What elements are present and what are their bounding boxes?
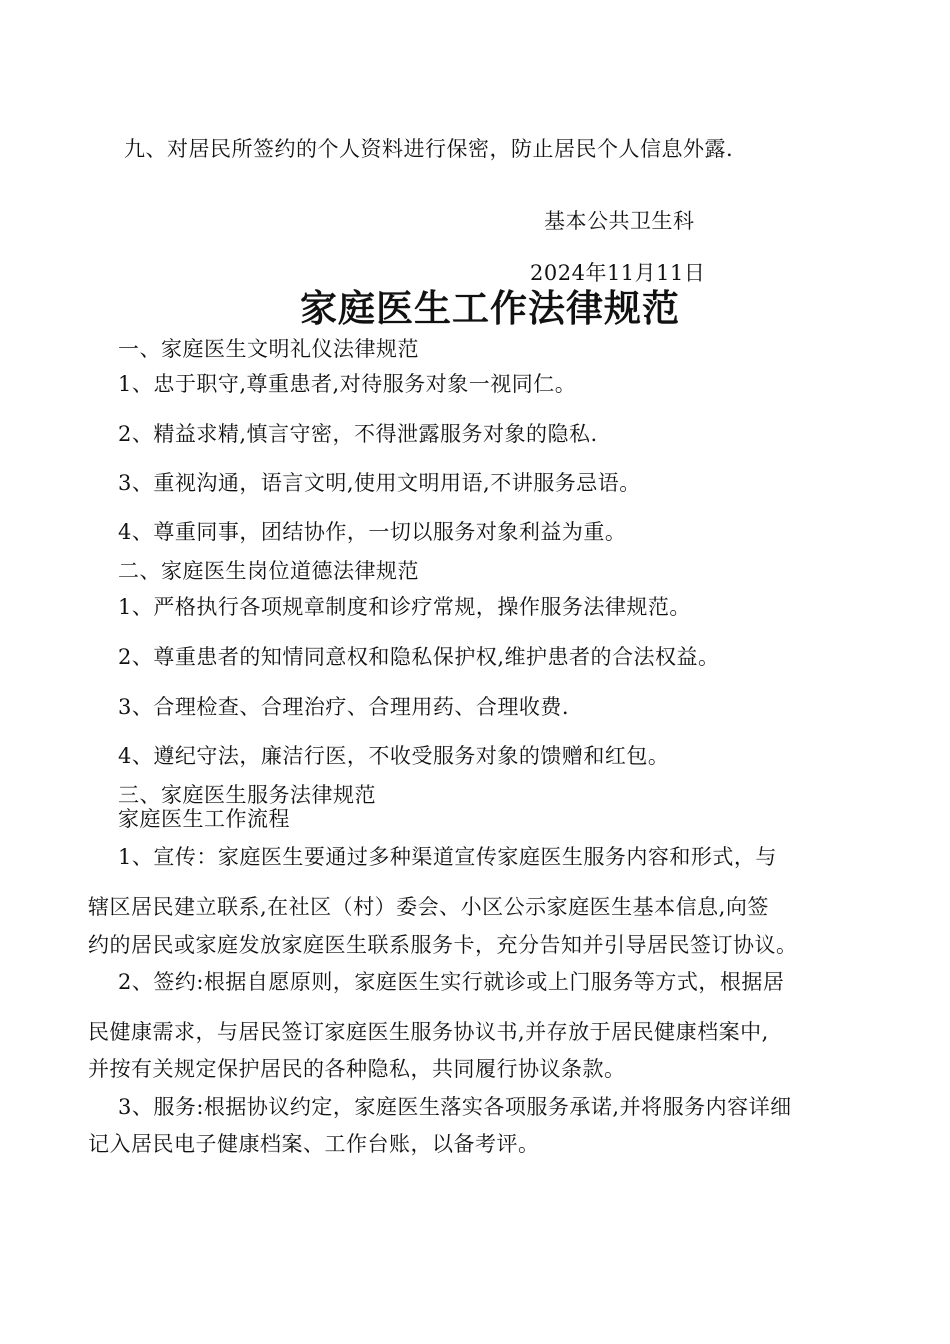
workflow-subheading: 家庭医生工作流程 <box>118 807 290 831</box>
department-signature: 基本公共卫生科 <box>544 209 695 233</box>
paragraph-line: 并按有关规定保护居民的各种隐私，共同履行协议条款。 <box>88 1057 626 1081</box>
section-heading-etiquette: 一、家庭医生文明礼仪法律规范 <box>118 337 419 361</box>
list-item: 4、尊重同事，团结协作，一切以服务对象利益为重。 <box>118 520 627 544</box>
item-nine-confidentiality: 九、对居民所签约的个人资料进行保密，防止居民个人信息外露. <box>124 137 734 161</box>
paragraph-line: 1、宣传：家庭医生要通过多种渠道宣传家庭医生服务内容和形式，与 <box>118 845 777 869</box>
paragraph-line: 约的居民或家庭发放家庭医生联系服务卡，充分告知并引导居民签订协议。 <box>88 933 798 957</box>
section-heading-ethics: 二、家庭医生岗位道德法律规范 <box>118 559 419 583</box>
document-date: 2024年11月11日 <box>530 261 706 285</box>
list-item: 2、尊重患者的知情同意权和隐私保护权,维护患者的合法权益。 <box>118 645 720 669</box>
paragraph-line: 辖区居民建立联系,在社区（村）委会、小区公示家庭医生基本信息,向签 <box>88 895 769 919</box>
paragraph-line: 记入居民电子健康档案、工作台账，以备考评。 <box>88 1132 540 1156</box>
list-item: 3、合理检查、合理治疗、合理用药、合理收费. <box>118 695 570 719</box>
list-item: 2、精益求精,慎言守密，不得泄露服务对象的隐私. <box>118 422 598 446</box>
list-item: 1、忠于职守,尊重患者,对待服务对象一视同仁。 <box>118 372 577 396</box>
list-item: 3、重视沟通，语言文明,使用文明用语,不讲服务忌语。 <box>118 471 641 495</box>
paragraph-line: 3、服务:根据协议约定，家庭医生落实各项服务承诺,并将服务内容详细 <box>118 1095 792 1119</box>
paragraph-line: 民健康需求，与居民签订家庭医生服务协议书,并存放于居民健康档案中, <box>88 1020 769 1044</box>
section-heading-service: 三、家庭医生服务法律规范 <box>118 783 376 807</box>
list-item: 1、严格执行各项规章制度和诊疗常规，操作服务法律规范。 <box>118 595 691 619</box>
paragraph-line: 2、签约:根据自愿原则，家庭医生实行就诊或上门服务等方式，根据居 <box>118 970 785 994</box>
document-title: 家庭医生工作法律规范 <box>300 287 680 330</box>
list-item: 4、遵纪守法，廉洁行医，不收受服务对象的馈赠和红包。 <box>118 744 670 768</box>
